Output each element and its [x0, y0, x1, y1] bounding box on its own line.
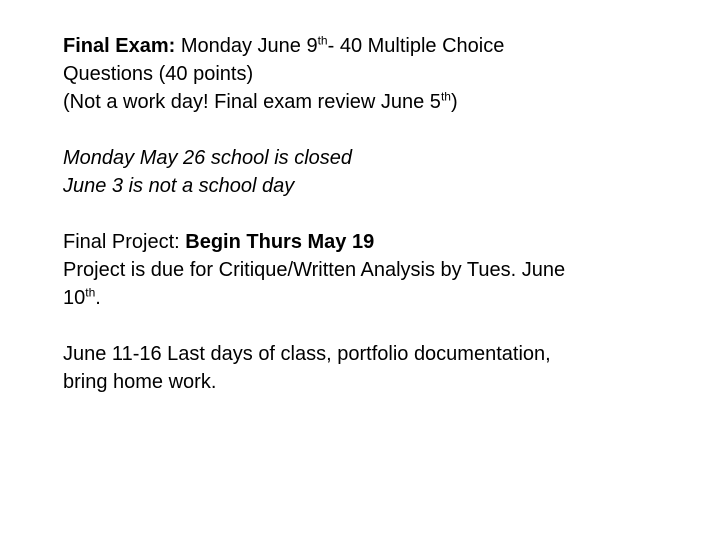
final-project-label: Final Project:: [63, 231, 186, 253]
final-project-paragraph: [63, 228, 663, 312]
last-days-paragraph: [63, 340, 663, 396]
final-exam-paragraph: [63, 32, 663, 116]
final-exam-date: Monday June 9: [175, 35, 318, 57]
final-exam-label: Final Exam:: [63, 35, 176, 57]
final-project-line-1: [63, 228, 663, 256]
final-project-due-suffix: th: [85, 285, 96, 300]
final-exam-line-1: [63, 32, 663, 60]
last-days-line-1: June 11-16 Last days of class, portfolio documentation,: [63, 343, 551, 365]
closure-line-1: Monday May 26 school is closed: [63, 147, 353, 169]
final-exam-date-suffix: th: [317, 33, 328, 48]
final-exam-review-text: (Not a work day! Final exam review June 5: [63, 91, 441, 113]
final-exam-format: - 40 Multiple Choice: [327, 35, 505, 57]
final-project-due-day: 10: [63, 287, 86, 309]
closure-line-2: June 3 is not a school day: [63, 175, 295, 197]
final-project-line-3: [63, 284, 663, 312]
final-project-begin: Begin Thurs May 19: [185, 231, 375, 253]
slide-body: [63, 32, 663, 424]
final-project-due-end: .: [95, 287, 101, 309]
final-project-line-2: Project is due for Critique/Written Analysis by Tues. June: [63, 259, 566, 281]
final-exam-line-3: [63, 88, 663, 116]
final-exam-review-suffix: th: [440, 89, 451, 104]
last-days-line-2: bring home work.: [63, 371, 217, 393]
final-exam-review-close: ): [450, 91, 458, 113]
final-exam-line-2: Questions (40 points): [63, 63, 254, 85]
closures-paragraph: [63, 144, 663, 200]
